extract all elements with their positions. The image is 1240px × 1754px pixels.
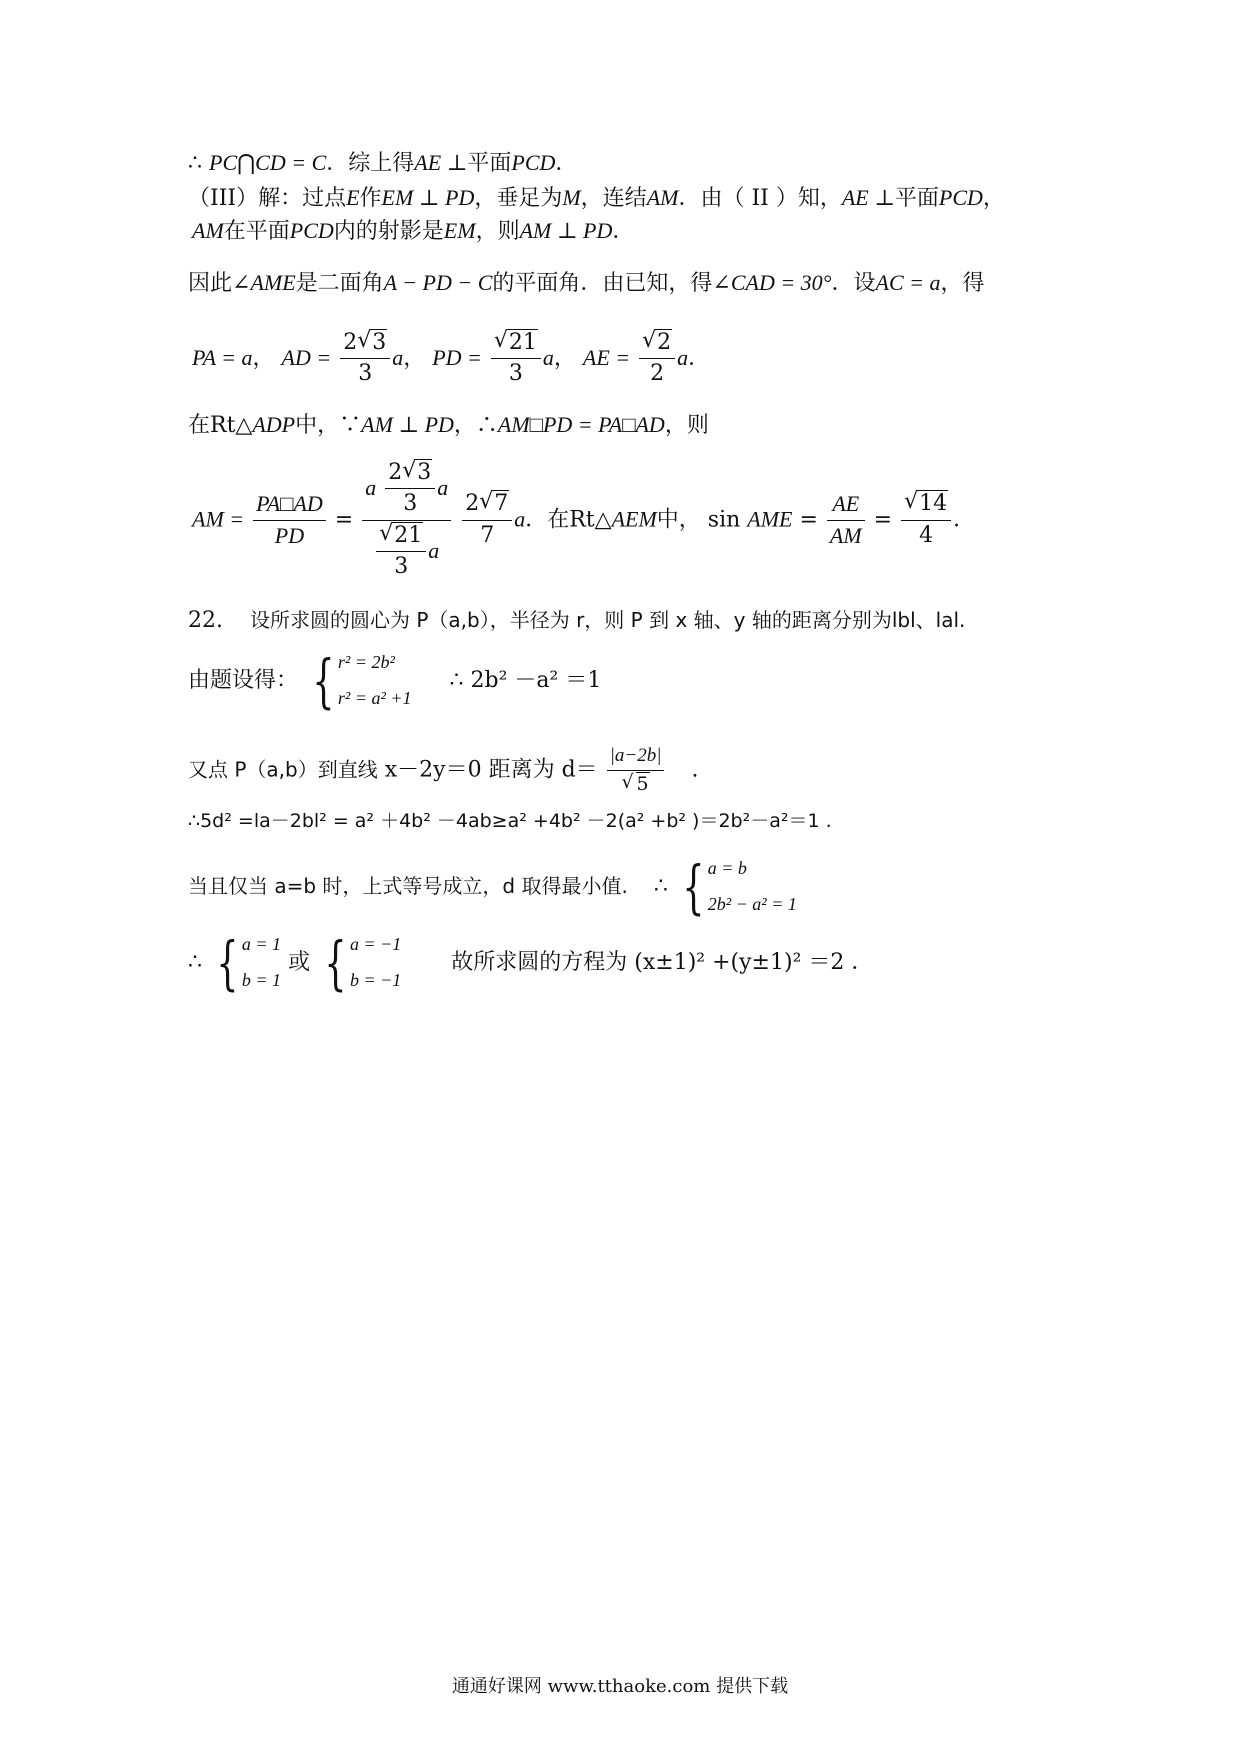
fraction-distance: |a−2b| √ 5 — [607, 745, 665, 796]
equation-system-equality: { a = b 2b² − a² = 1 — [682, 853, 797, 921]
question-22: 22. 设所求圆的圆心为 P（a,b），半径为 r，则 P 到 x 轴、y 轴的距离分别为lbl、lal. — [188, 608, 966, 633]
fraction-compound: a $\frac{2√ 3}{3}$ a √ $\frac{21}{3}$ a — [362, 460, 451, 581]
solution-line-system: 由题设得： { r² = 2b² r² = a² +1 ∴ 2b² －a² ＝1 — [188, 647, 602, 715]
fraction-ad: $\frac{2√ 3}{3}$ — [340, 330, 390, 388]
proof-line-6: 在Rt△ADP中，∵AM ⊥ PD，∴AM□PD = PA□AD，则 — [188, 412, 709, 438]
fraction-ae: √ $\frac{2}{2}$ — [639, 330, 675, 388]
solution-line-equality: 当且仅当 a=b 时，上式等号成立，d 取得最小值. ∴ { a = b 2b² − a² = 1 — [188, 853, 797, 921]
proof-line-2: （III）解：过点E作EM ⊥ PD，垂足为M，连结AM．由（ II ）知，AE ⊥平面PCD， — [188, 185, 1005, 211]
solution-case-1: { a = 1 b = 1 — [216, 929, 282, 997]
proof-line-1: ∴ PC⋂CD = C．综上得AE ⊥平面PCD． — [188, 150, 578, 176]
equation-system: { r² = 2b² r² = a² +1 — [312, 647, 412, 715]
proof-line-3: AM在平面PCD内的射影是EM，则AM ⊥ PD． — [192, 218, 635, 244]
question-number: 22. — [188, 608, 223, 633]
solution-line-inequality: ∴5d² =la－2bl² = a² ＋4b² －4ab≥a² +4b² －2(a² +b² )＝2b²－a²＝1 . — [188, 810, 832, 832]
solution-case-2: { a = −1 b = −1 — [324, 929, 402, 997]
proof-line-7-am: AM = $\frac{PA□AD}{PD}$ = a $\frac{2√ 3}{3}$ a √ $\frac{21}{3}$ a $\frac{2√ 7}{7}$ a．在Rt△AEM中， sin AME = $\frac{AE}{AM}$ = √ $\frac{14}{4}$ ． — [192, 460, 975, 581]
proof-line-4: 因此∠AME是二面角A − PD − C的平面角．由已知，得∠CAD = 30°．设AC = a，得 — [188, 270, 985, 296]
solution-line-distance: 又点 P（a,b）到直线 x－2y＝0 距离为 d＝ |a−2b| √ 5 . — [188, 745, 698, 796]
fraction-result: $\frac{2√ 7}{7}$ — [462, 491, 512, 549]
fraction-am: $\frac{PA□AD}{PD}$ — [253, 491, 326, 549]
page-footer: 通通好课网 www.tthaoke.com 提供下载 — [451, 1676, 789, 1697]
therefore-symbol: ∴ — [188, 151, 202, 176]
fraction-sin: $\frac{AE}{AM}$ — [827, 491, 865, 549]
fraction-sin-value: √ $\frac{14}{4}$ — [901, 491, 951, 549]
proof-line-5-lengths: PA = a， AD = $\frac{2√ 3}{3}$ a， PD = √ $\frac{21}{3}$ a， AE = √ $\frac{2}{2}$ a． — [192, 330, 710, 388]
solution-line-answer: ∴ { a = 1 b = 1 或 { a = −1 b = −1 故所求圆的方程为 (x±1)² +(y±1)² ＝2 ． — [188, 929, 874, 997]
fraction-pd: √ $\frac{21}{3}$ — [491, 330, 541, 388]
